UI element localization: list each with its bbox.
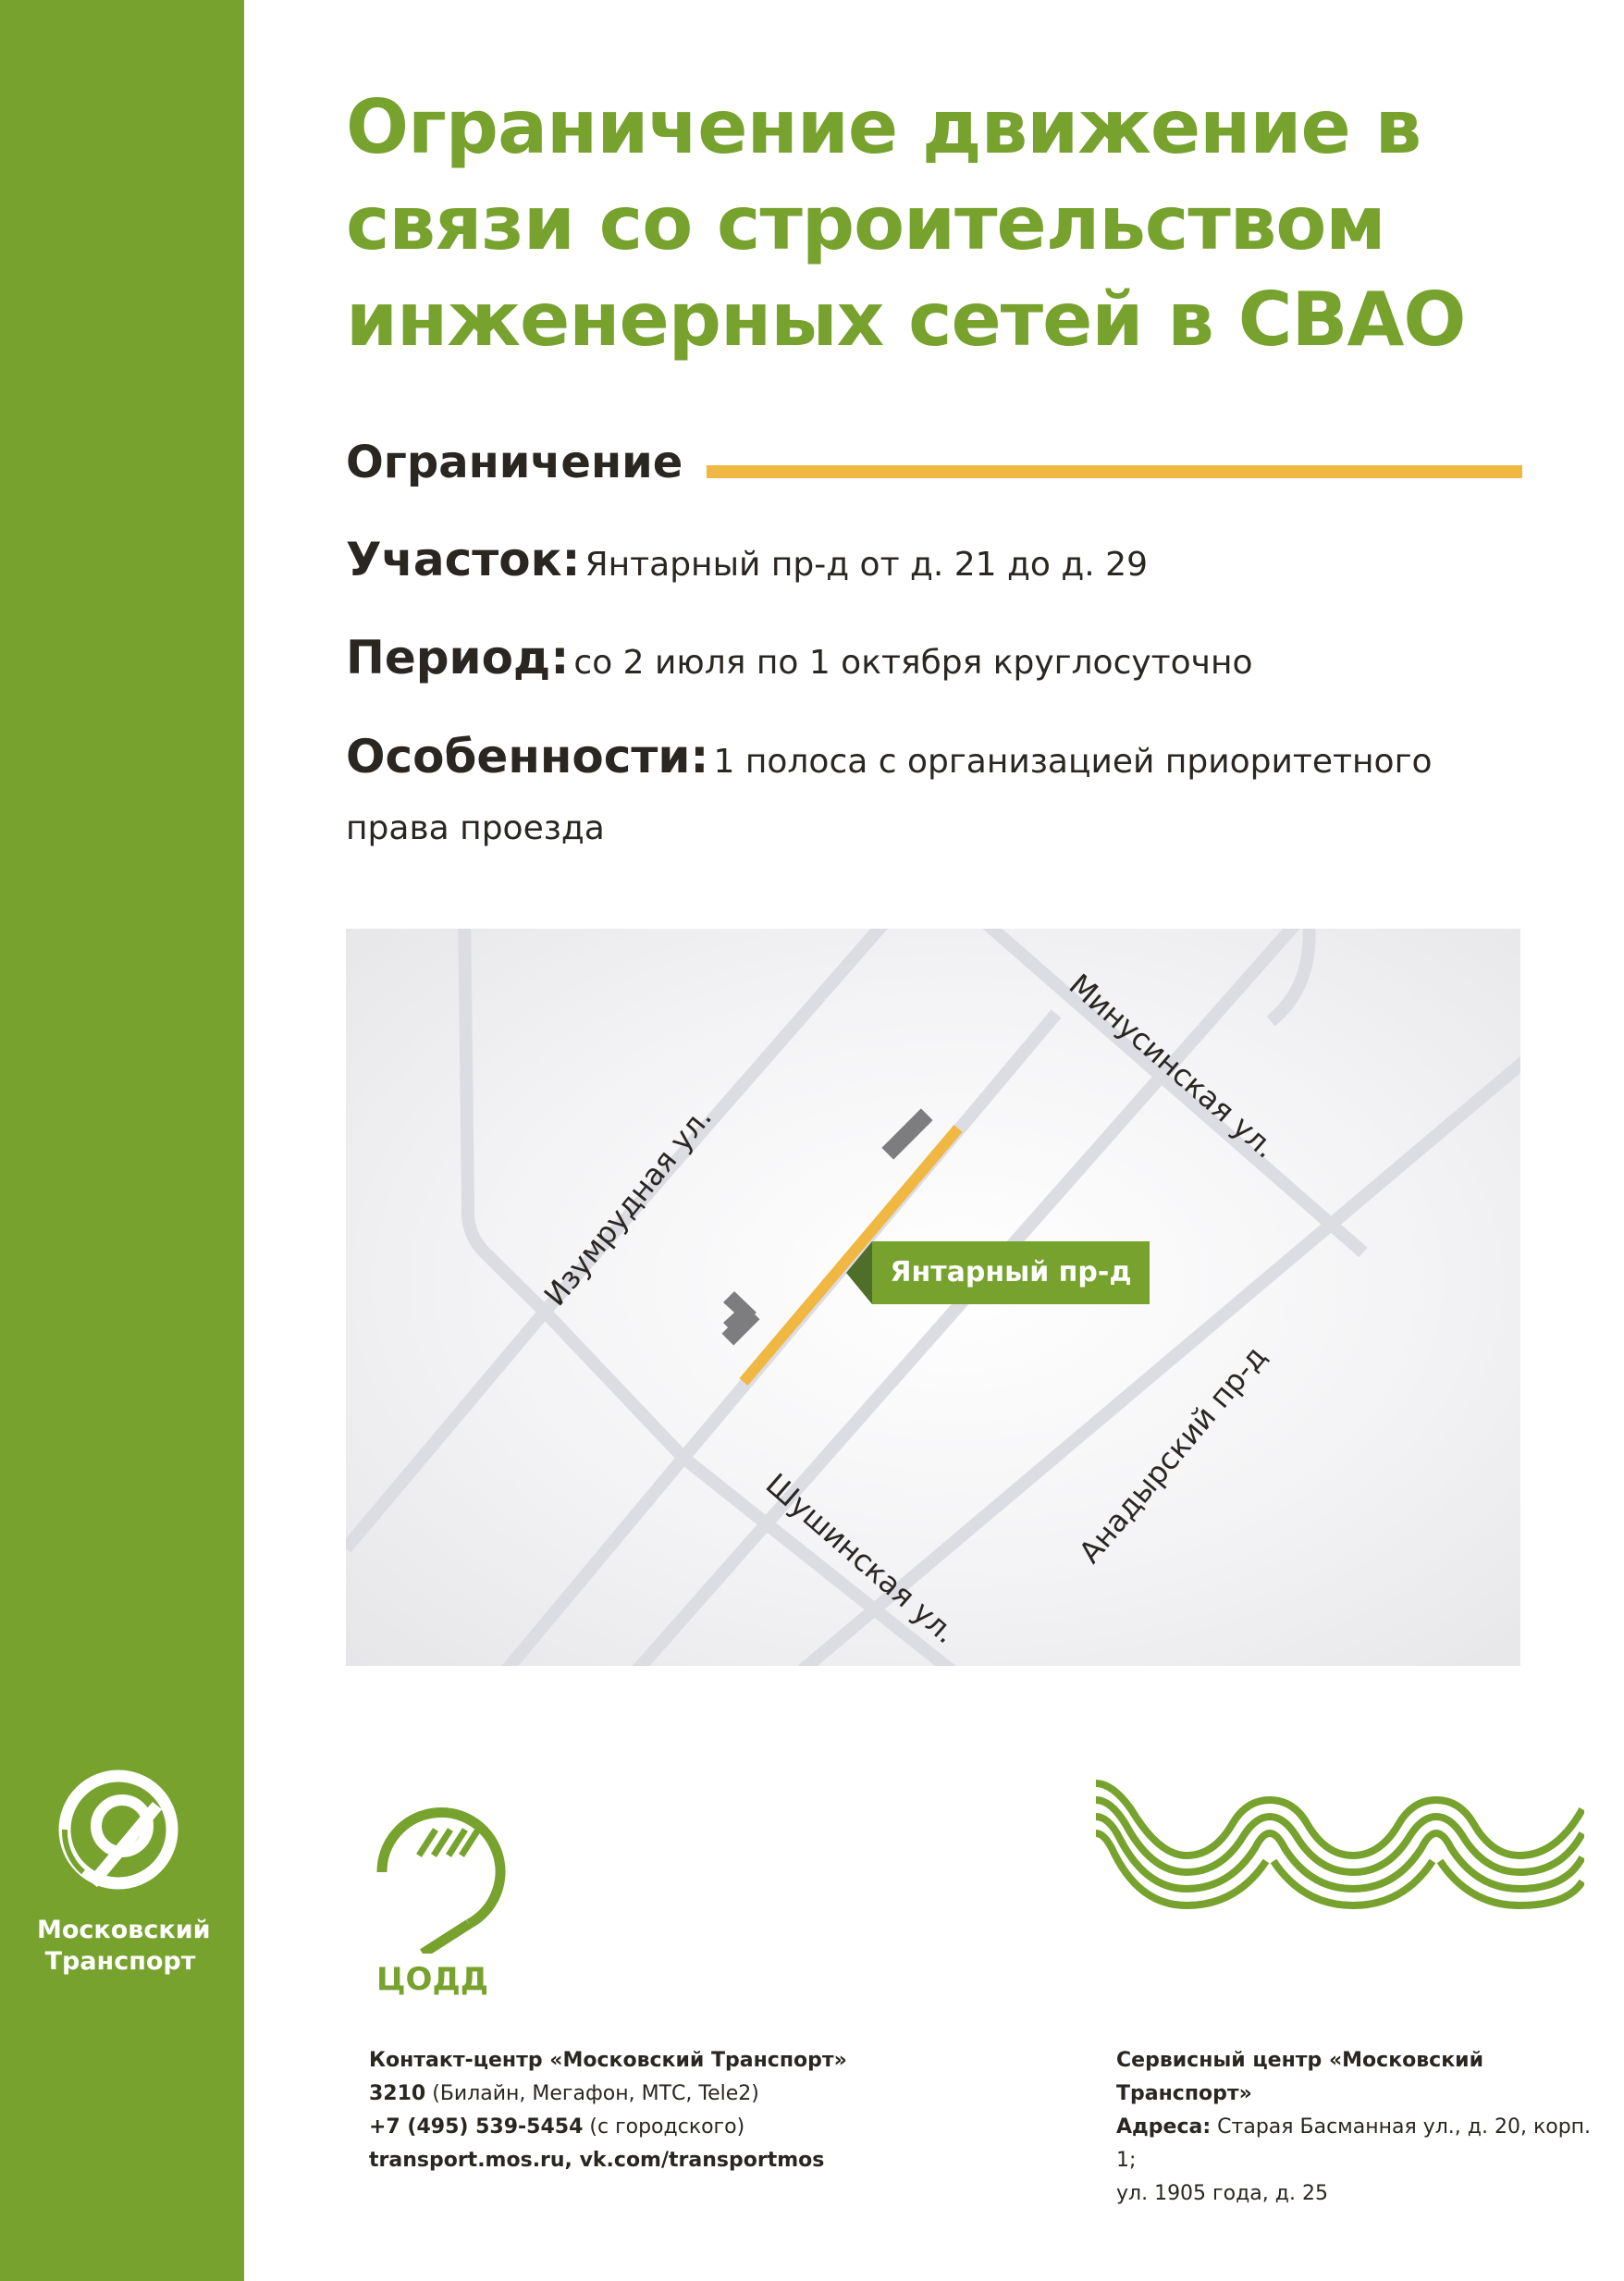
map (346, 929, 1520, 1666)
section-heading: Ограничение (346, 437, 683, 488)
field-section-label: Участок: (346, 533, 581, 586)
codd-logo (365, 1769, 513, 1998)
logo-text-line2: Транспорт (44, 1947, 196, 1976)
service-address-2: ул. 1905 года, д. 25 (1116, 2182, 1328, 2205)
street-label-minusinskaya: Минусинская ул. (1062, 967, 1284, 1165)
street-label-anadyrsky: Анадырский пр-д (1072, 1338, 1273, 1571)
contact-short-number-row (369, 2078, 887, 2111)
sidebar (0, 0, 244, 2281)
contact-phone-note: (с городского) (589, 2115, 745, 2139)
contact-short-number[interactable]: 3210 (369, 2082, 426, 2105)
logo-text-line1: Московский (37, 1916, 211, 1944)
moscow-transport-icon (55, 1769, 185, 1907)
road-left-curve (464, 929, 545, 1312)
contact-sites-link[interactable]: transport.mos.ru, vk.com/transportmos (369, 2149, 825, 2172)
page-title: Ограничение движение в связи со строительством инженерных сетей в СВАО (346, 84, 1466, 363)
contact-center-title: Контакт-центр «Московский Транспорт» (369, 2049, 847, 2072)
field-features-label: Особенности: (346, 730, 709, 783)
contact-center (369, 2044, 887, 2177)
street-label-shushinskaya: Шушинская ул. (758, 1466, 964, 1651)
field-features-value-cont: права проезда (346, 809, 605, 847)
field-period-value: со 2 июля по 1 октября круглосуточно (573, 644, 1253, 682)
field-period (346, 631, 1530, 684)
map-block-markers (721, 1108, 932, 1345)
field-features (346, 729, 1530, 857)
service-center-title: Сервисный центр «Московский Транспорт» (1116, 2049, 1483, 2105)
codd-icon (365, 1769, 513, 1954)
contact-phone-row (369, 2111, 887, 2144)
service-address-row (1116, 2111, 1616, 2177)
block-marker (881, 1108, 932, 1159)
service-center (1116, 2044, 1616, 2211)
map-highlight-badge: Янтарный пр-д (872, 1241, 1150, 1304)
field-period-label: Период: (346, 631, 570, 684)
codd-logo-text: ЦОДД (376, 1961, 489, 1998)
field-features-value: 1 полоса с организацией приоритетного (713, 743, 1433, 781)
field-section-value: Янтарный пр-д от д. 21 до д. 29 (584, 546, 1148, 584)
service-address-1: Старая Басманная ул., д. 20, корп. 1; (1116, 2115, 1592, 2172)
mos-ru-logo (1094, 1772, 1584, 1915)
contact-short-number-note: (Билайн, Мегафон, МТС, Tele2) (432, 2082, 759, 2105)
moscow-transport-logo (37, 1769, 211, 1978)
mos-ru-icon (1094, 1772, 1584, 1911)
section-divider (707, 465, 1522, 478)
street-label-izumrudnaya: Изумрудная ул. (536, 1100, 719, 1313)
service-address-label: Адреса: (1116, 2115, 1212, 2139)
contact-phone[interactable]: +7 (495) 539-5454 (369, 2115, 584, 2139)
field-section (346, 533, 1530, 586)
badge-pointer (846, 1241, 872, 1304)
